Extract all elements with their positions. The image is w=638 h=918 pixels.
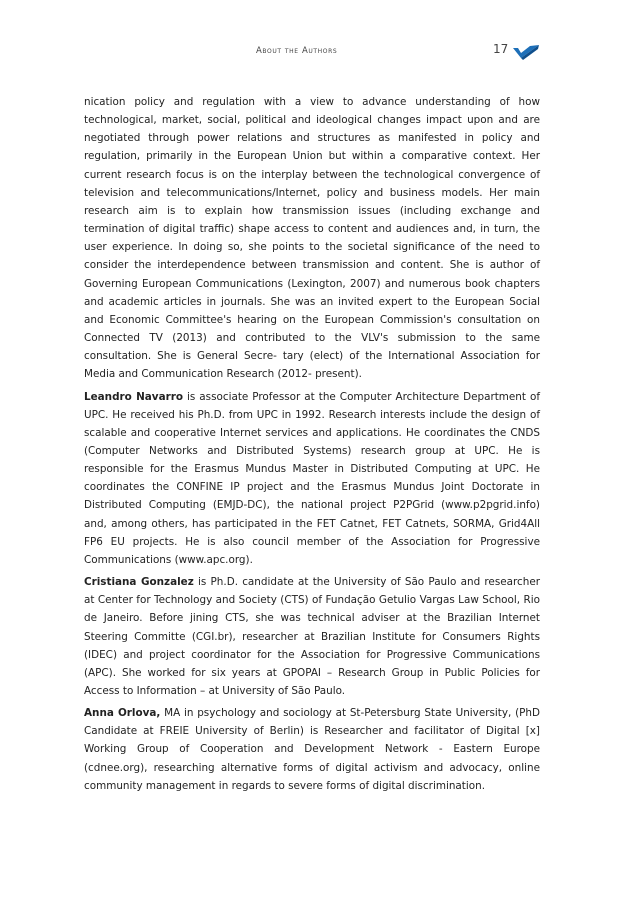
author-name: Leandro Navarro (84, 390, 183, 403)
page-number: 17 (493, 42, 509, 56)
bio-paragraph-continued (84, 93, 540, 384)
author-name: Cristiana Gonzalez (84, 576, 194, 589)
page-header (0, 40, 638, 64)
running-title: About the Authors (256, 46, 338, 56)
author-name: Anna Orlova, (84, 707, 161, 720)
bio-paragraph-cristiana-gonzalez (84, 573, 540, 700)
bio-text: MA in psychology and sociology at St-Petersburg State University, (PhD Candidate at FREIE University of Berlin) is Researcher and facilitator of Digital [x] Working Group of Cooperation and Development Network - Eastern Europe (cdnee.org), researching alternative forms of digital activism and advocacy, online community management in regards to severe forms of digital discrimination. (84, 707, 540, 792)
bio-paragraph-leandro-navarro (84, 388, 540, 570)
bio-text: is Ph.D. candidate at the University of São Paulo and researcher at Center for Technology and Society (CTS) of Fundação Getulio Vargas Law School, Rio de Janeiro. Before jining CTS, she was technical adviser at the Brazilian Internet Steering Committe (CGI.br), researcher at Brazilian Institute for Consumers Rights (IDEC) and project coordinator for the Association for Progressive Communications (APC). She worked for six years at GPOPAI – Research Group in Public Policies for Access to Information – at University of São Paulo. (84, 576, 541, 697)
author-bios (84, 93, 540, 799)
publisher-wave-logo-icon (512, 42, 540, 62)
bio-text: nication policy and regulation with a view to advance understanding of how technological, market, social, political and ideological changes impact upon and are negotiated through power relations and structures as manifested in policy and regulation, primarily in the European Union but within a comparative context. Her current research focus is on the interplay between the technological convergence of television and telecommunications/Internet, policy and business models. Her main research aim is to explain how transmission issues (including exchange and termination of digital traffic) shape access to content and audiences and, in turn, the user experience. In doing so, she points to the societal significance of the need to consider the interdependence between transmission and content. She is author of Governing European Communications (Lexington, 2007) and numerous book chapters and academic articles in journals. She was an invited expert to the European Social and Economic Committee's hearing on the European Commission's consultation on Connected TV (2013) and contributed to the VLV's submission to the same consultation. She is General Secre- tary (elect) of the International Association for Media and Communication Research (2012- present). (84, 96, 540, 381)
bio-text: is associate Professor at the Computer Architecture Department of UPC. He received his Ph.D. from UPC in 1992. Research interests include the design of scalable and cooperative Internet services and applications. He coordinates the CNDS (Computer Networks and Distributed Systems) research group at UPC. He is responsible for the Erasmus Mundus Master in Distributed Computing at UPC. He coordinates the CONFINE IP project and the Erasmus Mundus Joint Doctorate in Distributed Computing (EMJD-DC), the national project P2PGrid (www.p2pgrid.info) and, among others, has participated in the FET Catnet, FET Catnets, SORMA, Grid4All FP6 EU projects. He is also council member of the Association for Progressive Communications (www.apc.org). (84, 390, 540, 566)
bio-paragraph-anna-orlova (84, 704, 540, 795)
